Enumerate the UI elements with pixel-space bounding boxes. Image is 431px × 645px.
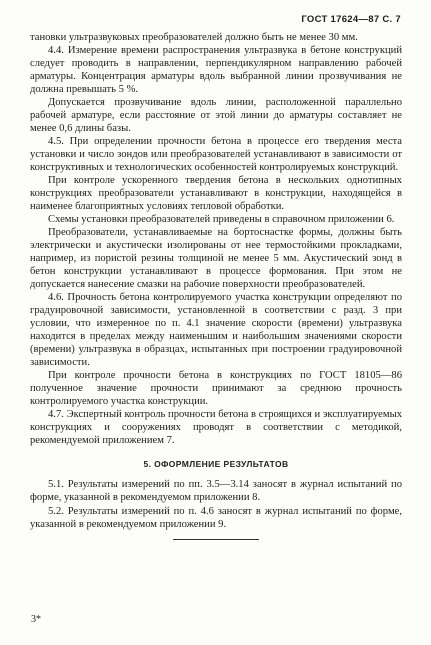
paragraph-4-6-gost: При контроле прочности бетона в конструкциях по ГОСТ 18105—86 полученное значение прочности принимают за среднюю прочность контролируемого участка конструкции. — [30, 370, 402, 407]
paragraph-4-6: 4.6. Прочность бетона контролируемого участка конструкции определяют по градуировочной зависимости, установленной в соответствии с разд. 3 при условии, что измеренное по п. 4.1 значение скорости (времени) ультразвука находится в пределах между наименьшим и наибольшим значениями скорости (времени) ультразвука в образцах, испытанных при построении градуировочной зависимости. — [30, 292, 402, 368]
paragraph-4-4-note: Допускается прозвучивание вдоль линии, расположенной параллельно рабочей арматуре, если расстояние от этой линии до арматуры составляет не менее 0,6 длины базы. — [30, 97, 402, 134]
signature-mark: 3* — [31, 614, 41, 625]
paragraph-4-4: 4.4. Измерение времени распространения ультразвука в бетоне конструкций следует проводить в направлении, перпендикулярном направлению рабочей арматуры. Концентрация арматуры вдоль выбранной линии прозвучивания не должна превышать 5 %. — [30, 45, 402, 95]
paragraph-5-1: 5.1. Результаты измерений по пп. 3.5—3.14 заносят в журнал испытаний по форме, указанной в рекомендуемом приложении 8. — [30, 479, 402, 503]
paragraph-4-5: 4.5. При определении прочности бетона в процессе его твердения места установки и число зондов или преобразователей устанавливают в зависимости от конструктивных и технологических особенностей контролируемых конструкций. — [30, 136, 402, 173]
section-title: 5. ОФОРМЛЕНИЕ РЕЗУЛЬТАТОВ — [143, 459, 289, 469]
document-body — [30, 31, 402, 540]
page-header: ГОСТ 17624—87 С. 7 — [301, 14, 401, 25]
paragraph-4-5-accelerated: При контроле ускоренного твердения бетона в нескольких однотипных конструкциях преобразователи устанавливают в конструкции, находящейся в наименее благоприятных условиях тепловой обработки. — [30, 175, 402, 212]
paragraph-continuation: тановки ультразвуковых преобразователей должно быть не менее 30 мм. — [30, 32, 358, 43]
paragraph-4-7: 4.7. Экспертный контроль прочности бетона в строящихся и эксплуатируемых конструкциях и сооружениях проводят в соответствии с методикой, рекомендуемой приложением 7. — [30, 409, 402, 446]
end-rule — [173, 539, 259, 540]
paragraph-4-5-schemes: Схемы установки преобразователей приведены в справочном приложении 6. — [48, 214, 395, 225]
paragraph-4-5-transducers: Преобразователи, устанавливаемые на бортоснастке формы, должны быть электрически и акустически изолированы от нее термостойкими прокладками, например, из пористой резины толщиной не менее 5 мм. Акустический зонд в бетон конструкции устанавливают в процессе формования. При этом не допускается нанесение смазки на рабочие поверхности преобразователей. — [30, 227, 402, 290]
paragraph-5-2: 5.2. Результаты измерений по п. 4.6 заносят в журнал испытаний по форме, указанной в рекомендуемом приложении 9. — [30, 506, 402, 530]
